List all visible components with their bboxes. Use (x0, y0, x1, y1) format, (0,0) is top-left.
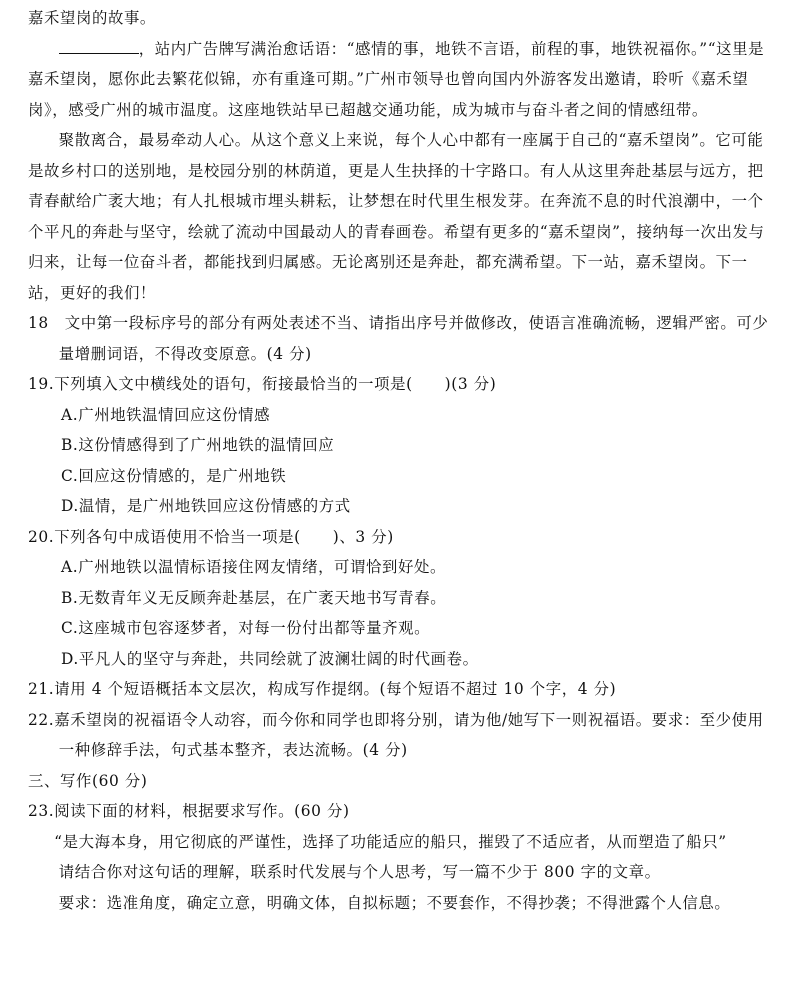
question-20-option-c: C.这座城市包容逐梦者，对每一份付出都等量齐观。 (61, 619, 431, 637)
writing-requirement: 要求：选准角度，确定立意，明确文体，自拟标题；不要套作，不得抄袭；不得泄露个人信息。 (58, 893, 731, 912)
question-20-option-b: B.无数青年义无反顾奔赴基层，在广袤天地书写青春。 (61, 588, 447, 607)
section-3-heading: 三、写作(60 分) (28, 771, 148, 790)
question-20-stem: 20.下列各句中成语使用不恰当一项是( )、3 分) (28, 527, 394, 546)
question-22: 22.嘉禾望岗的祝福语令人动容，而今你和同学也即将分别，请为他/她写下一则祝福语。要求：至少使用一种修辞手法，句式基本整齐，表达流畅。(4 分) (28, 710, 764, 759)
question-19-stem: 19.下列填入文中横线处的语句，衔接最恰当的一项是( )(3 分) (28, 375, 497, 393)
writing-instruction: 请结合你对这句话的理解，联系时代发展与个人思考，写一篇不少于 800 字的文章。 (58, 863, 661, 881)
passage-line-0: 嘉禾望岗的故事。 (28, 9, 156, 27)
question-19-option-a: A.广州地铁温情回应这份情感 (61, 405, 271, 424)
passage-paragraph-1-text: ，站内广告牌写满治愈话语：“感情的事，地铁不言语，前程的事，地铁祝福你。”“这里是嘉禾望岗，愿你此去繁花似锦，亦有重逢可期。”广州市领导也曾向国内外游客发出邀请，聆听《嘉禾望岗》，感受广州的城市温度。这座地铁站早已超越交通功能，成为城市与奋斗者之间的情感纽带。 (28, 39, 765, 119)
question-18: 18 文中第一段标序号的部分有两处表述不当、请指出序号并做修改，使语言准确流畅，逻辑严密。可少量增删词语，不得改变原意。(4 分) (28, 314, 769, 363)
question-19-option-c: C.回应这份情感的，是广州地铁 (61, 466, 287, 485)
question-19-option-d: D.温情，是广州地铁回应这份情感的方式 (61, 497, 351, 515)
question-23: 23.阅读下面的材料，根据要求写作。(60 分) (28, 802, 350, 820)
passage-paragraph-1 (28, 34, 776, 126)
passage-paragraph-2: 聚散离合，最易牵动人心。从这个意义上来说，每个人心中都有一座属于自己的“嘉禾望岗”。它可能是故乡村口的送别地，是校园分别的林荫道，更是人生抉择的十字路口。有人从这里奔赴基层与远方，把青春献给广袤大地；有人扎根城市埋头耕耘，让梦想在时代里生根发芽。在奔流不息的时代浪潮中，一个个平凡的奔赴与坚守，绘就了流动中国最动人的青春画卷。希望有更多的“嘉禾望岗”，接纳每一次出发与归来，让每一位奋斗者，都能找到归属感。无论离别还是奔赴，都充满希望。下一站，嘉禾望岗。下一站，更好的我们！ (28, 131, 765, 302)
writing-material-quote: “是大海本身，用它彻底的严谨性，选择了功能适应的船只，摧毁了不适应者，从而塑造了船只” (54, 832, 727, 851)
question-19-option-b: B.这份情感得到了广州地铁的温情回应 (61, 436, 335, 454)
question-21: 21.请用 4 个短语概括本文层次，构成写作提纲。(每个短语不超过 10 个字，4 分) (28, 680, 617, 698)
question-20-option-d: D.平凡人的坚守与奔赴，共同绘就了波澜壮阔的时代画卷。 (61, 649, 479, 668)
fill-blank (59, 35, 139, 54)
question-20-option-a: A.广州地铁以温情标语接住网友情绪，可谓恰到好处。 (61, 558, 446, 576)
